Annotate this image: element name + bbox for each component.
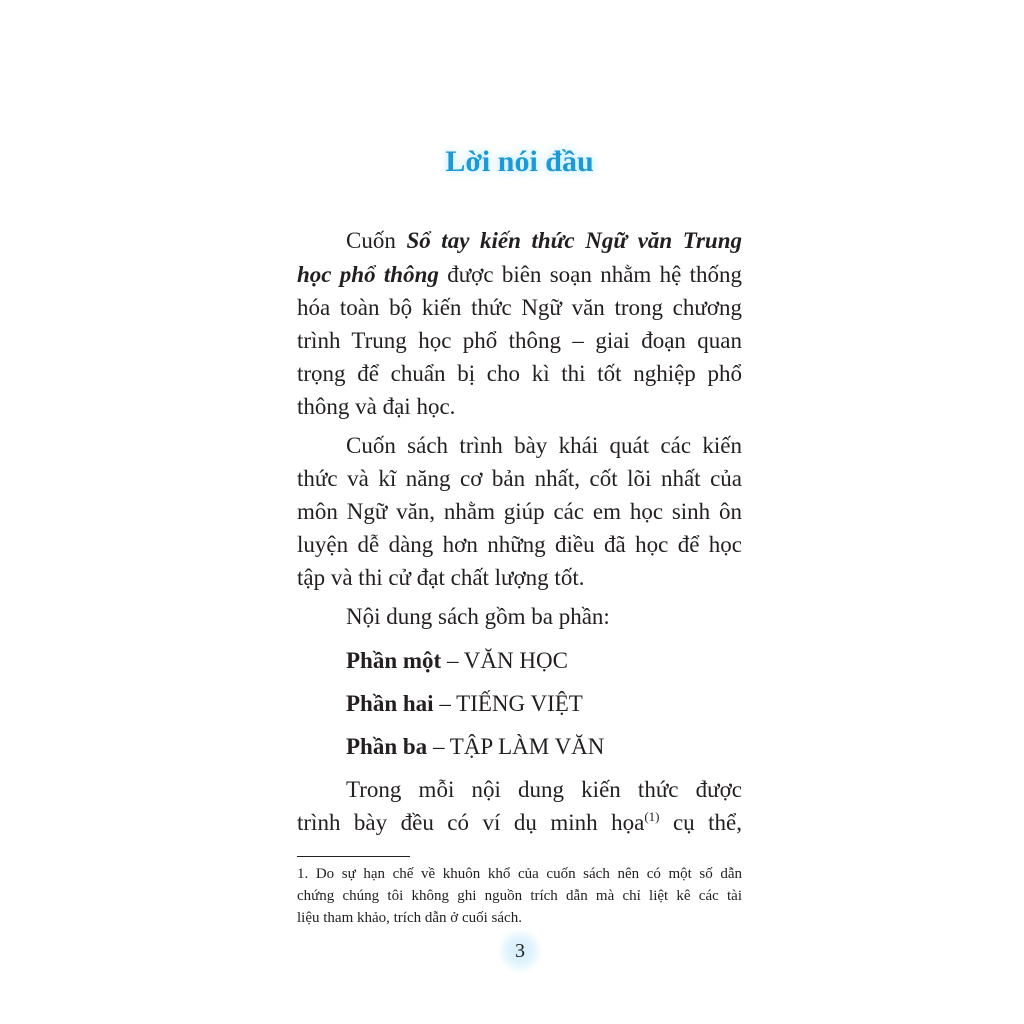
page-title: Lời nói đầu bbox=[445, 145, 594, 178]
footnote-line-3: liệu tham khảo, trích dẫn ở cuối sách. bbox=[297, 910, 522, 926]
paragraph-1-line-5: trọng để chuẩn bị cho kì thi tốt nghiệp phổ bbox=[297, 361, 742, 386]
book-title-part-1: Sổ tay kiến thức Ngữ văn Trung bbox=[406, 228, 743, 253]
paragraph-4-line-2 bbox=[297, 807, 742, 839]
part-two-name: – TIẾNG VIỆT bbox=[439, 691, 583, 716]
paragraph-4-line-2-after: cụ thể, bbox=[672, 810, 743, 835]
footnote-line-2: chứng chúng tôi không ghi nguồn trích dẫn mà chỉ liệt kê các tài bbox=[297, 888, 742, 904]
paragraph-1-line-1 bbox=[346, 225, 742, 257]
paragraph-2-line-4: luyện dễ dàng hơn những điều đã học để học bbox=[297, 532, 742, 557]
part-three-label: Phần ba bbox=[346, 734, 428, 759]
paragraph-2-line-5: tập và thi cử đạt chất lượng tốt. bbox=[297, 565, 585, 590]
paragraph-1-lead-word: Cuốn bbox=[346, 228, 396, 253]
paragraph-1-line-4: trình Trung học phổ thông – giai đoạn quan bbox=[297, 328, 742, 353]
footnote-divider bbox=[297, 856, 410, 857]
part-three-name: – TẬP LÀM VĂN bbox=[432, 734, 605, 759]
paragraph-1-line-2-rest: được biên soạn nhằm hệ thống bbox=[447, 262, 743, 287]
part-two bbox=[346, 688, 742, 720]
paragraph-1-line-2 bbox=[297, 259, 742, 291]
book-title-part-2: học phổ thông bbox=[297, 262, 439, 287]
footnote-reference: (1) bbox=[644, 809, 660, 824]
paragraph-2-line-1: Cuốn sách trình bày khái quát các kiến bbox=[346, 433, 742, 458]
paragraph-1-line-6: thông và đại học. bbox=[297, 394, 456, 419]
part-two-label: Phần hai bbox=[346, 691, 434, 716]
part-three bbox=[346, 731, 742, 763]
paragraph-4-line-1: Trong mỗi nội dung kiến thức được bbox=[346, 777, 742, 802]
part-one-name: – VĂN HỌC bbox=[446, 648, 568, 673]
paragraph-1-line-3: hóa toàn bộ kiến thức Ngữ văn trong chương bbox=[297, 295, 742, 320]
part-one bbox=[346, 645, 742, 677]
page-number: 3 bbox=[498, 929, 542, 973]
part-one-label: Phần một bbox=[346, 648, 442, 673]
paragraph-2-line-2: thức và kĩ năng cơ bản nhất, cốt lõi nhất của bbox=[297, 466, 742, 491]
footnote-line-1: 1. Do sự hạn chế về khuôn khổ của cuốn sách nên có một số dẫn bbox=[297, 866, 742, 882]
contents-intro: Nội dung sách gồm ba phần: bbox=[346, 604, 610, 629]
paragraph-2-line-3: môn Ngữ văn, nhằm giúp các em học sinh ôn bbox=[297, 499, 742, 524]
paragraph-4-line-2-before: trình bày đều có ví dụ minh họa bbox=[297, 810, 645, 835]
